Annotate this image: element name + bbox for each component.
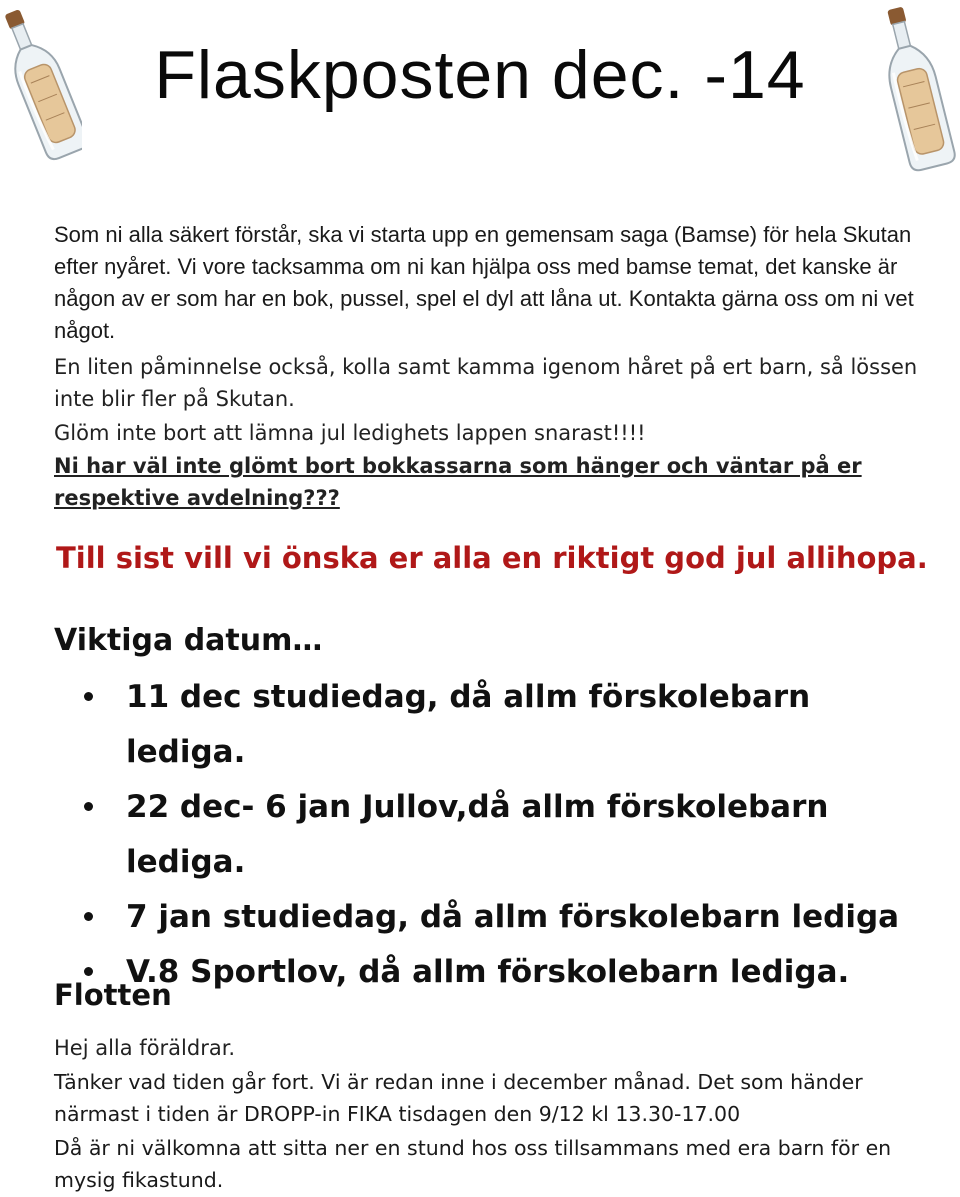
bullet-icon: [84, 967, 93, 976]
flotten-heading: Flotten: [54, 978, 172, 1012]
important-dates-list: [80, 670, 940, 1000]
important-dates-heading: Viktiga datum…: [54, 623, 323, 658]
list-item: 22 dec- 6 jan Jullov,då allm förskolebarn lediga.: [80, 780, 940, 890]
intro-paragraph: Som ni alla säkert förstår, ska vi starta upp en gemensam saga (Bamse) för hela Skutan efter nyåret. Vi vore tacksamma om ni kan hjälpa oss med bamse temat, det kanske är någon av er som har en bok, pussel, spel el dyl att låna ut. Kontakta gärna oss om ni vet något.: [54, 222, 914, 343]
reminder-paragraph: En liten påminnelse också, kolla samt kamma igenom håret på ert barn, så lössen inte blir fler på Skutan.: [54, 355, 918, 411]
holiday-note-paragraph: Glöm inte bort att lämna jul ledighets lappen snarast!!!!: [54, 421, 646, 445]
flotten-welcome-paragraph: Då är ni välkomna att sitta ner en stund hos oss tillsammans med era barn för en mysig fikastund.: [54, 1136, 892, 1192]
list-item: 11 dec studiedag, då allm förskolebarn lediga.: [80, 670, 940, 780]
list-item: 7 jan studiedag, då allm förskolebarn lediga: [80, 890, 940, 945]
bullet-icon: [84, 912, 93, 921]
page-title: Flaskposten dec. -14: [154, 37, 806, 113]
christmas-greeting: Till sist vill vi önska er alla en riktigt god jul allihopa.: [56, 541, 928, 575]
bullet-icon: [84, 692, 93, 701]
bullet-icon: [84, 802, 93, 811]
book-bags-paragraph: Ni har väl inte glömt bort bokkassarna som hänger och väntar på er respektive avdelning???: [54, 454, 862, 510]
list-item: V.8 Sportlov, då allm förskolebarn lediga.: [80, 945, 940, 1000]
flotten-greeting: Hej alla föräldrar.: [54, 1036, 236, 1060]
flotten-fika-paragraph: Tänker vad tiden går fort. Vi är redan inne i december månad. Det som händer närmast i tiden är DROPP-in FIKA tisdagen den 9/12 kl 13.30-17.00: [54, 1070, 863, 1126]
